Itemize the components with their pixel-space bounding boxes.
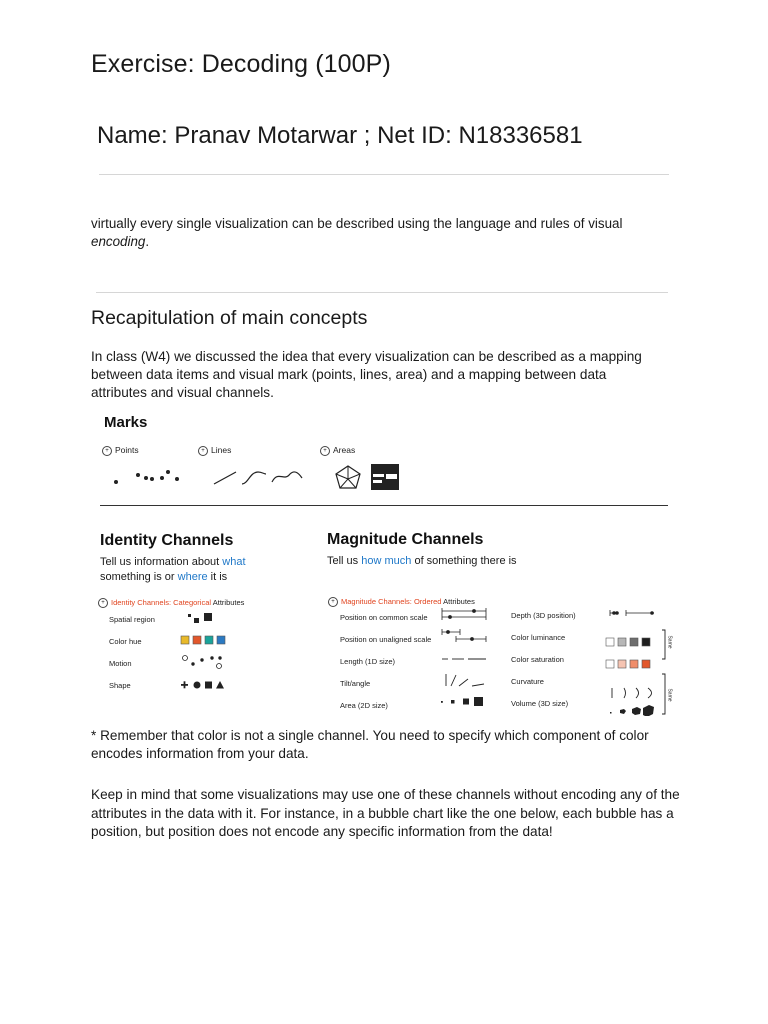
curvature-icon — [612, 688, 652, 698]
color-swatch — [193, 636, 201, 644]
color-note: * Remember that color is not a single channel. You need to specify which component of color encodes information from your data. — [91, 728, 649, 761]
shape-icon — [181, 681, 224, 689]
color-swatch — [618, 660, 626, 668]
figure-divider — [100, 505, 668, 506]
color-swatch — [642, 638, 650, 646]
spatial-region-icon — [188, 613, 212, 623]
identity-row-label: Color hue — [109, 637, 142, 646]
plus-circle-icon: + — [198, 446, 208, 456]
same-bracket-icon — [662, 630, 665, 714]
identity-row-label: Motion — [109, 659, 132, 668]
magnitude-row-label: Length (1D size) — [340, 657, 396, 666]
color-swatch — [205, 636, 213, 644]
depth-icon — [610, 610, 654, 616]
points-example-icon — [114, 470, 179, 484]
page-title: Exercise: Decoding (100P) — [91, 50, 391, 78]
magnitude-caption: + Magnitude Channels: Ordered Attributes — [328, 597, 475, 607]
motion-icon — [183, 656, 222, 669]
plus-circle-icon: + — [98, 598, 108, 608]
plus-circle-icon: + — [102, 446, 112, 456]
unaligned-scale-icon — [442, 629, 486, 642]
magnitude-row-label: Position on common scale — [340, 613, 428, 622]
magnitude-channels-title: Magnitude Channels — [327, 531, 484, 548]
identity-channel-examples — [176, 610, 236, 695]
identity-caption: + Identity Channels: Categorical Attributes — [98, 598, 244, 608]
marks-examples — [96, 462, 416, 494]
color-hue-icon — [181, 636, 225, 644]
intro-paragraph: virtually every single visualization can be described using the language and rules of visual encoding. — [91, 216, 623, 249]
color-swatch — [642, 660, 650, 668]
color-swatch — [630, 638, 638, 646]
divider — [96, 292, 668, 293]
color-swatch — [217, 636, 225, 644]
color-swatch — [181, 636, 189, 644]
color-swatch — [606, 638, 614, 646]
student-name-line: Name: Pranav Motarwar ; Net ID: N18336581 — [97, 122, 583, 149]
section-heading: Recapitulation of main concepts — [91, 307, 368, 329]
area-size-icon — [441, 697, 483, 706]
identity-channels-title: Identity Channels — [100, 532, 234, 549]
common-scale-icon — [442, 608, 486, 620]
color-swatch — [606, 660, 614, 668]
color-luminance-icon — [606, 638, 650, 646]
magnitude-right-examples — [604, 606, 674, 716]
magnitude-row-label: Tilt/angle — [340, 679, 371, 688]
magnitude-channels-subtitle: Tell us how much of something there is — [327, 555, 517, 567]
magnitude-row-label: Curvature — [511, 677, 544, 686]
magnitude-row-label: Depth (3D position) — [511, 611, 576, 620]
magnitude-left-examples — [436, 608, 496, 713]
identity-row-label: Shape — [109, 681, 131, 690]
areas-example-icon — [336, 464, 399, 490]
volume-icon — [610, 705, 654, 716]
magnitude-row-label: Color luminance — [511, 633, 566, 642]
plus-circle-icon: + — [328, 597, 338, 607]
same-label: Same — [666, 635, 673, 649]
same-label: Same — [666, 688, 673, 702]
divider — [99, 174, 669, 175]
tilt-angle-icon — [446, 674, 484, 686]
identity-channels-subtitle: Tell us information about what something is or where it is — [100, 556, 246, 583]
identity-row-label: Spatial region — [109, 615, 155, 624]
marks-channels-figure — [96, 410, 674, 720]
color-swatch — [618, 638, 626, 646]
intro-concepts-paragraph: In class (W4) we discussed the idea that every visualization can be described as a mapping between data items and visual mark (points, lines, area) and a mapping between data attributes and visual channels. — [91, 349, 642, 400]
bubble-chart-paragraph: Keep in mind that some visualizations may use one of these channels without encoding any of the attributes in the data with it. For instance, in a bubble chart like the one below, each bubble has a position, but position does not encode any specific information from the data! — [91, 787, 680, 839]
marks-points-label: + Points — [102, 445, 139, 456]
plus-circle-icon: + — [320, 446, 330, 456]
magnitude-row-label: Position on unaligned scale — [340, 635, 432, 644]
lines-example-icon — [214, 472, 302, 484]
magnitude-row-label: Color saturation — [511, 655, 564, 664]
color-swatch — [630, 660, 638, 668]
marks-title: Marks — [104, 414, 148, 431]
magnitude-row-label: Area (2D size) — [340, 701, 388, 710]
marks-areas-label: + Areas — [320, 445, 355, 456]
magnitude-row-label: Volume (3D size) — [511, 699, 569, 708]
marks-lines-label: + Lines — [198, 445, 231, 456]
color-saturation-icon — [606, 660, 650, 668]
